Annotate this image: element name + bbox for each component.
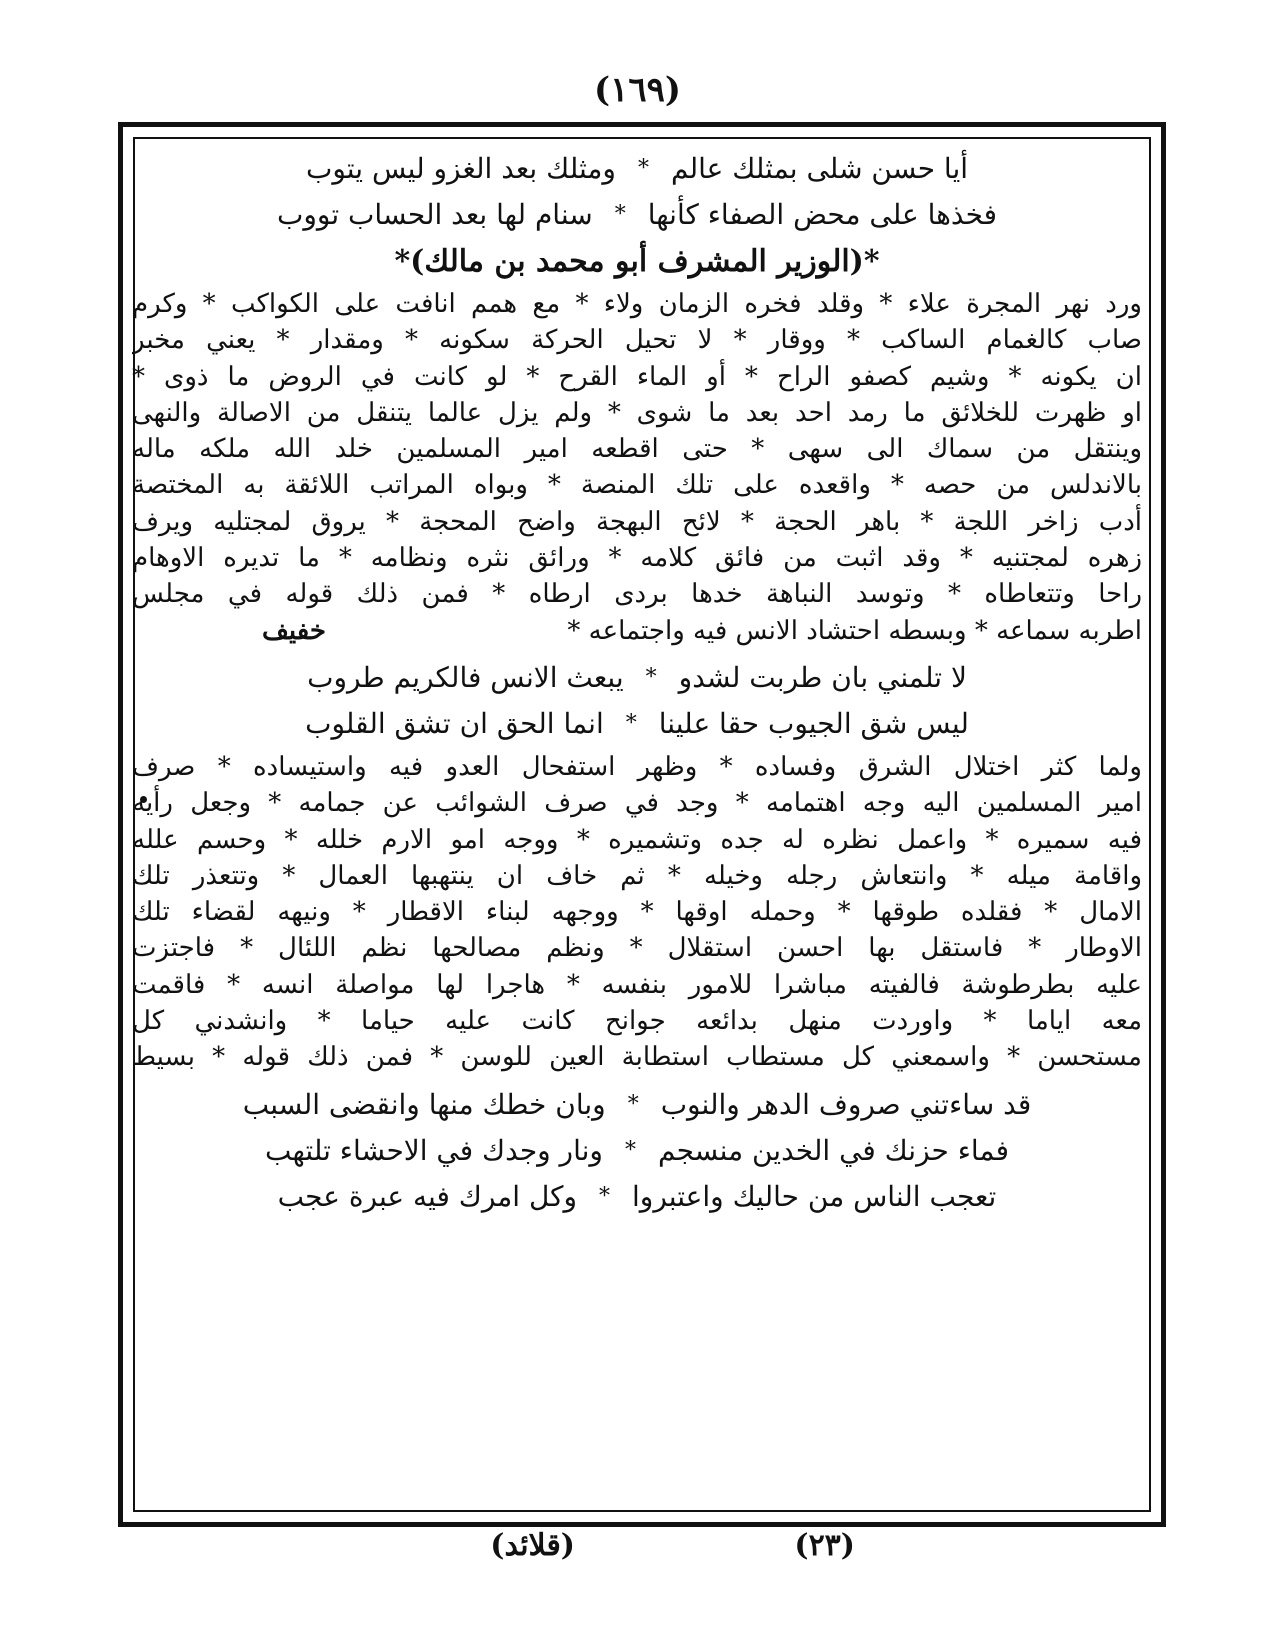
star-separator: *	[625, 710, 637, 736]
hemistich-second: وكل امرك فيه عبرة عجب	[277, 1179, 578, 1213]
verses-top	[132, 146, 1142, 238]
hemistich-first: فماء حزنك في الخدين منسجم	[657, 1133, 1010, 1167]
prose-line: واقامة ميله * وانتعاش رجله وخيله * ثم خاف ان ينتهبها العمال * وتتعذر تلك	[132, 860, 1142, 891]
prose-line: صاب كالغمام الساكب * ووقار * لا تحيل الحركة سكونه * ومقدار * يعني مخبر	[132, 325, 1142, 356]
star-separator: *	[614, 202, 626, 227]
section-heading: *(الوزير المشرف أبو محمد بن مالك)*	[394, 244, 880, 279]
star-separator: *	[627, 1091, 639, 1117]
hemistich-first: تعجب الناس من حاليك واعتبروا	[632, 1179, 997, 1213]
prose-line: بالاندلس من حصه * واقعده على تلك المنصة * وبواه المراتب اللائقة به المختصة	[132, 470, 1142, 501]
prose-line: معه اياما * واوردت منهل بدائعه جوانح كانت عليه حياما * وانشدني كل	[132, 1006, 1142, 1037]
verse-line	[132, 1128, 1142, 1174]
prose-block	[132, 749, 1142, 1076]
prose-line: زهره لمجتنيه * وقد اثبت من فائق كلامه * ورائق نثره ونظامه * ما تديره الاوهام	[132, 543, 1142, 574]
footer-page-number: (٢٣)	[794, 1528, 855, 1563]
prose-line: الاوطار * فاستقل بها احسن استقلال * ونظم مصالحها نظم اللئال * فاجتزت	[132, 933, 1142, 964]
hemistich-first: قد ساءتني صروف الدهر والنوب	[660, 1087, 1032, 1121]
footer-source-title: (قلائد)	[490, 1528, 575, 1563]
prose-block	[132, 286, 1142, 649]
hemistich-second: ومثلك بعد الغزو ليس يتوب	[305, 152, 616, 185]
star-separator: *	[645, 664, 657, 690]
meter-label: خفيف	[262, 615, 326, 646]
prose-line: امير المسلمين اليه وجه اهتمامه * وجد في صرف الشوائب عن جمامه * وجعل رأيه	[132, 788, 1142, 819]
prose-line: ان يكونه * وشيم كصفو الراح * أو الماء القرح * لو كانت في الروض ما ذوى *	[132, 361, 1142, 392]
page-body	[132, 146, 1142, 1220]
prose-line: مستحسن * واسمعني كل مستطاب استطابة العين للوسن * فمن ذلك قوله * بسيط	[132, 1042, 1142, 1073]
hemistich-first: فخذها على محض الصفاء كأنها	[647, 198, 998, 231]
prose-line: ورد نهر المجرة علاء * وقلد فخره الزمان ولاء * مع همم انافت على الكواكب * وكرم	[132, 289, 1142, 319]
hemistich-second: وبان خطك منها وانقضى السبب	[242, 1087, 606, 1121]
prose-line: وينتقل من سماك الى سهى * حتى اقطعه امير المسلمين خلد الله ملكه ماله	[132, 434, 1142, 465]
verse-line	[132, 655, 1142, 701]
prose-line: راحا وتتعاطاه * وتوسد النباهة خدها بردى ارطاه * فمن ذلك قوله في مجلس	[132, 579, 1142, 610]
prose-line: فيه سميره * واعمل نظره له جده وتشميره * ووجه امو الارم خلله * وحسم علله	[132, 824, 1142, 855]
hemistich-second: يبعث الانس فالكريم طروب	[307, 660, 624, 694]
prose-line	[132, 613, 1142, 649]
page-number: (١٦٩)	[594, 70, 681, 110]
prose-line: عليه بطرطوشة فالفيته مباشرا للامور بنفسه * هاجرا لها مواصلة انسه * فاقمت	[132, 969, 1142, 1000]
verse-line	[132, 1082, 1142, 1128]
prose-line: الامال * فقلده طوقها * وحمله اوقها * ووجهه لبناء الاقطار * ونيهه لقضاء تلك	[132, 897, 1142, 928]
page-footer	[0, 1528, 1275, 1568]
prose-line: ولما كثر اختلال الشرق وفساده * وظهر استفحال العدو فيه واستيساده * صرف	[132, 751, 1142, 782]
star-separator: *	[599, 1183, 611, 1209]
verses-end	[132, 1082, 1142, 1220]
hemistich-second: انما الحق ان تشق القلوب	[305, 706, 604, 740]
verses-mid	[132, 655, 1142, 747]
hemistich-first: أيا حسن شلى بمثلك عالم	[670, 152, 969, 185]
prose-line: أدب زاخر اللجة * باهر الحجة * لائح البهجة واضح المحجة * يروق لمجتليه ويرف	[132, 506, 1142, 537]
prose-line-text: اطربه سماعه * وبسطه احتشاد الانس فيه واجتماعه *	[567, 615, 1142, 646]
hemistich-second: سنام لها بعد الحساب تووب	[276, 198, 593, 231]
hemistich-first: ليس شق الجيوب حقا علينا	[658, 706, 969, 740]
star-separator: *	[624, 1137, 636, 1163]
star-separator: *	[637, 156, 649, 181]
verse-line	[132, 146, 1142, 192]
prose-line: او ظهرت للخلائق ما رمد احد بعد ما شوى * ولم يزل عالما يتنقل من الاصالة والنهى	[132, 397, 1142, 428]
verse-line	[132, 192, 1142, 238]
hemistich-first: لا تلمني بان طربت لشدو	[678, 660, 967, 694]
verse-line	[132, 1174, 1142, 1220]
verse-line	[132, 701, 1142, 747]
hemistich-second: ونار وجدك في الاحشاء تلتهب	[264, 1133, 603, 1167]
